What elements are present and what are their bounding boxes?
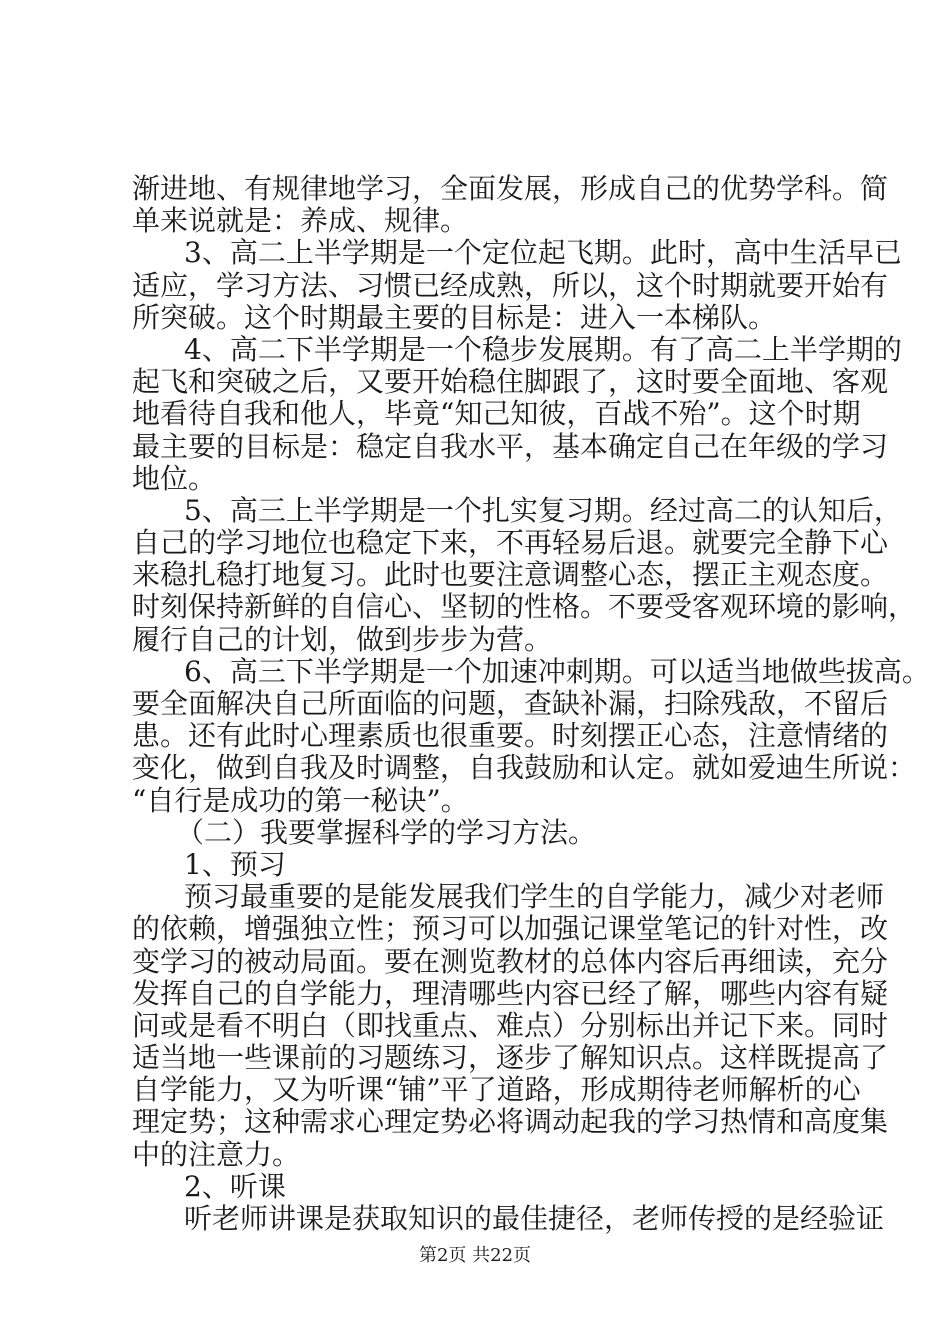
text-line: 的依赖，增强独立性；预习可以加强记课堂笔记的针对性，改: [132, 912, 889, 946]
text-line: 地看待自我和他人，毕竟“知己知彼，百战不殆”。这个时期: [132, 397, 861, 431]
text-line: 预习最重要的是能发展我们学生的自学能力，减少对老师: [184, 880, 885, 914]
text-line: “自行是成功的第一秘诀”。: [132, 783, 469, 817]
text-line: 起飞和突破之后，又要开始稳住脚跟了，这时要全面地、客观: [132, 365, 889, 399]
text-line: 变学习的被动局面。要在测览教材的总体内容后再细读，充分: [132, 944, 889, 978]
page-footer: 第2页 共22页: [418, 1245, 532, 1266]
text-line: 变化，做到自我及时调整，自我鼓励和认定。就如爱迪生所说：: [132, 751, 917, 785]
text-line: 地位。: [132, 461, 217, 495]
text-line: 6、高三下半学期是一个加速冲刺期。可以适当地做些拔高。: [184, 654, 930, 688]
text-line: 要全面解决自己所面临的问题，查缺补漏，扫除残敌，不留后: [132, 687, 889, 720]
text-line: 患。还有此时心理素质也很重要。时刻摆正心态，注意情绪的: [132, 719, 889, 753]
body-text: [132, 172, 930, 1235]
text-line: 理定势；这种需求心理定势必将调动起我的学习热情和高度集: [132, 1105, 889, 1139]
text-line: 5、高三上半学期是一个扎实复习期。经过高二的认知后，: [184, 493, 902, 527]
section-heading: （二）我要掌握科学的学习方法。: [176, 815, 597, 849]
text-line: 发挥自己的自学能力，理清哪些内容已经了解，哪些内容有疑: [132, 976, 889, 1010]
text-line: 适应，学习方法、习惯已经成熟，所以，这个时期就要开始有: [132, 268, 889, 302]
text-line: 3、高二上半学期是一个定位起飞期。此时，高中生活早已: [184, 236, 902, 270]
text-line: 渐进地、有规律地学习，全面发展，形成自己的优势学科。简: [132, 172, 889, 205]
text-line: 单来说就是：养成、规律。: [132, 204, 469, 238]
text-line: 履行自己的计划，做到步步为营。: [132, 622, 553, 656]
text-line: 中的注意力。: [132, 1137, 301, 1171]
text-line: 适当地一些课前的习题练习，逐步了解知识点。这样既提高了: [132, 1041, 889, 1075]
text-line: 问或是看不明白（即找重点、难点）分别标出并记下来。同时: [132, 1008, 889, 1042]
subsection-heading: 2、听课: [184, 1169, 286, 1203]
text-line: 4、高二下半学期是一个稳步发展期。有了高二上半学期的: [184, 332, 902, 366]
text-line: 来稳扎稳打地复习。此时也要注意调整心态，摆正主观态度。: [132, 558, 889, 592]
text-line: 自己的学习地位也稳定下来，不再轻易后退。就要完全静下心: [132, 526, 889, 560]
text-line: 所突破。这个时期最主要的目标是：进入一本梯队。: [132, 300, 777, 334]
text-line: 时刻保持新鲜的自信心、坚韧的性格。不要受客观环境的影响，: [132, 590, 917, 624]
text-line: 听老师讲课是获取知识的最佳捷径，老师传授的是经验证: [184, 1202, 885, 1235]
text-line: 自学能力，又为听课“铺”平了道路，形成期待老师解析的心: [132, 1073, 861, 1107]
subsection-heading: 1、预习: [184, 847, 286, 881]
text-line: 最主要的目标是：稳定自我水平，基本确定自己在年级的学习: [132, 429, 889, 463]
